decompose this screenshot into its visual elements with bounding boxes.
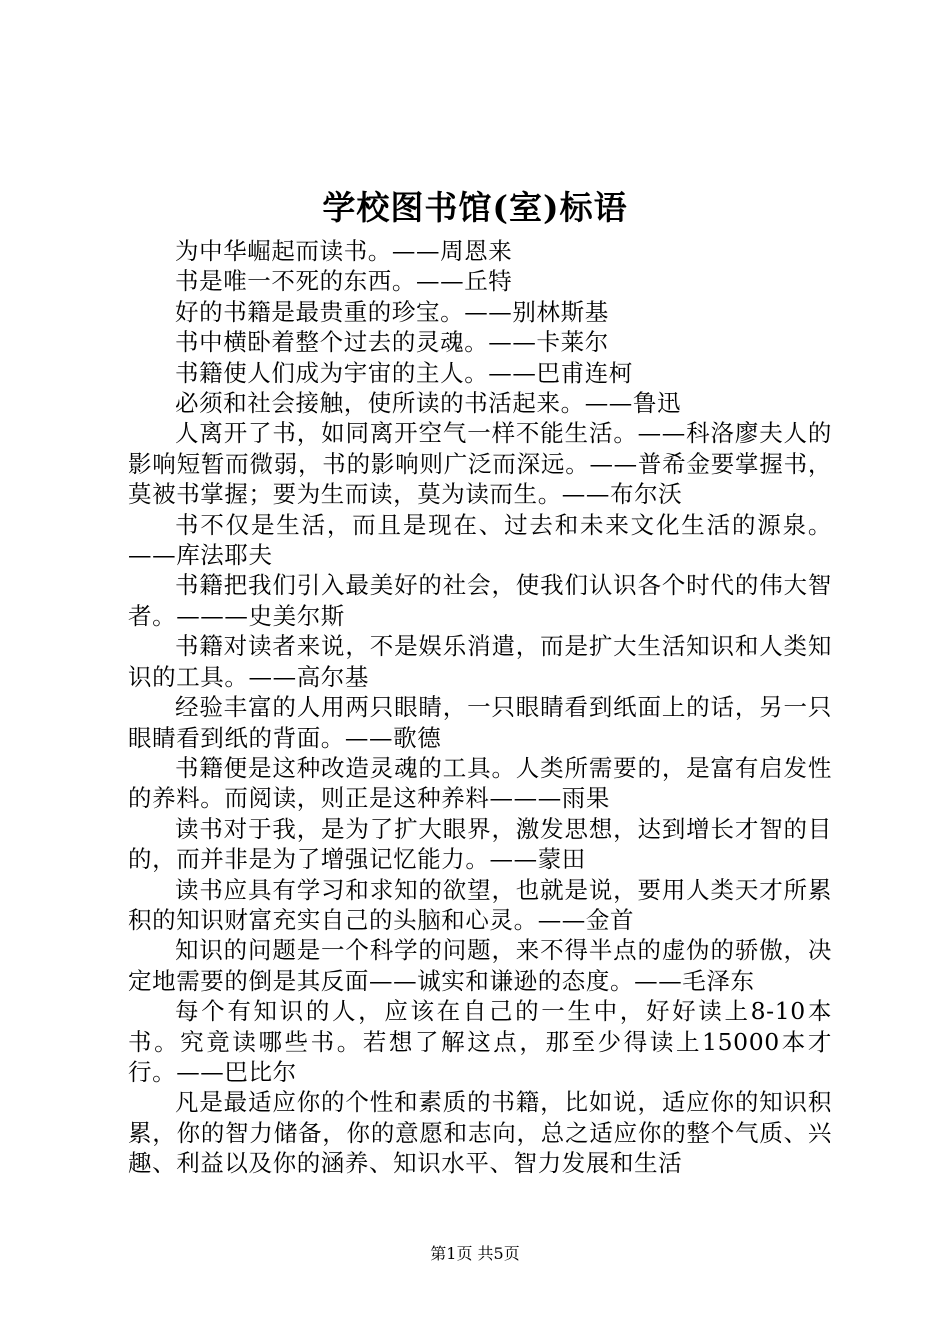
paragraph: 读书应具有学习和求知的欲望，也就是说，要用人类天才所累积的知识财富充实自己的头脑和心灵。——金首 [128, 875, 832, 934]
paragraph: 书籍把我们引入最美好的社会，使我们认识各个时代的伟大智者。———史美尔斯 [128, 571, 832, 630]
paragraph: 书籍便是这种改造灵魂的工具。人类所需要的，是富有启发性的养料。而阅读，则正是这种养料———雨果 [128, 753, 832, 813]
paragraph: 书籍使人们成为宇宙的主人。——巴甫连柯 [175, 358, 633, 387]
document-body [128, 236, 832, 1179]
paragraph: 书是唯一不死的东西。——丘特 [175, 267, 513, 296]
paragraph: 为中华崛起而读书。——周恩来 [175, 237, 513, 265]
page-number-footer: 第1页 共5页 [430, 1244, 520, 1263]
paragraph: 书中横卧着整个过去的灵魂。——卡莱尔 [175, 328, 609, 357]
paragraph: 凡是最适应你的个性和素质的书籍，比如说，适应你的知识积累，你的智力储备，你的意愿和志向，总之适应你的整个气质、兴趣、利益以及你的涵养、知识水平、智力发展和生活 [128, 1088, 832, 1178]
paragraph: 经验丰富的人用两只眼睛，一只眼睛看到纸面上的话，另一只眼睛看到纸的背面。——歌德 [128, 693, 832, 752]
paragraph: 每个有知识的人，应该在自己的一生中，好好读上8-10本书。究竟读哪些书。若想了解这点，那至少得读上15000本才行。——巴比尔 [128, 997, 832, 1086]
paragraph: 知识的问题是一个科学的问题，来不得半点的虚伪的骄傲，决定地需要的倒是其反面——诚实和谦逊的态度。——毛泽东 [128, 936, 832, 995]
paragraph: 书不仅是生活，而且是现在、过去和未来文化生活的源泉。——库法耶夫 [128, 510, 832, 570]
paragraph: 人离开了书，如同离开空气一样不能生活。——科洛廖夫人的影响短暂而微弱，书的影响则广泛而深远。——普希金要掌握书，莫被书掌握；要为生而读，莫为读而生。——布尔沃 [128, 419, 832, 509]
paragraph: 必须和社会接触，使所读的书活起来。——鲁迅 [175, 389, 682, 418]
paragraph: 书籍对读者来说，不是娱乐消遣，而是扩大生活知识和人类知识的工具。——高尔基 [128, 632, 832, 691]
paragraph: 好的书籍是最贵重的珍宝。——别林斯基 [175, 297, 609, 326]
document-title: 学校图书馆(室)标语 [322, 188, 628, 227]
paragraph: 读书对于我，是为了扩大眼界，激发思想，达到增长才智的目的，而并非是为了增强记忆能力。——蒙田 [128, 814, 832, 874]
